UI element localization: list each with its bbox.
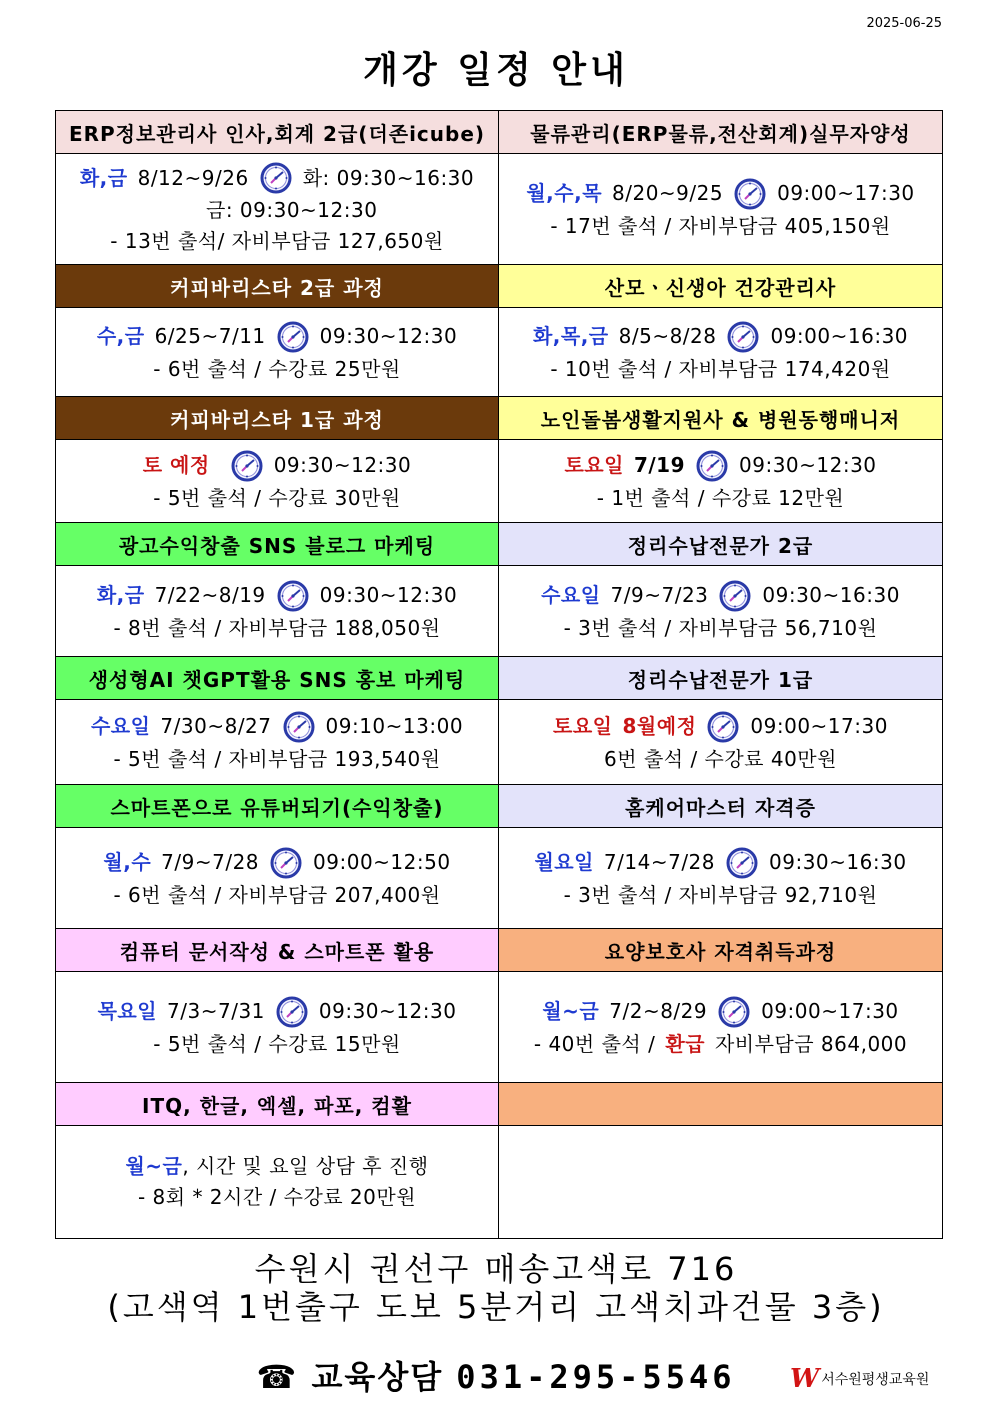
page-title: 개강 일정 안내	[363, 50, 629, 91]
course-cell	[499, 566, 942, 657]
course-days: 토 예정	[142, 453, 210, 477]
course-detail: - 8번 출석 / 자비부담금 188,050원	[113, 615, 441, 640]
course-detail: - 8회 * 2시간 / 수강료 20만원	[137, 1185, 417, 1209]
course-title: 정리수납전문가 2급	[499, 523, 942, 565]
course-details	[499, 972, 942, 1082]
course-time-secondary: 금: 09:30~12:30	[206, 198, 378, 222]
clock-icon	[717, 995, 751, 1029]
course-cell	[499, 111, 942, 154]
course-cell	[499, 785, 942, 828]
course-detail: - 6번 출석 / 수강료 25만원	[153, 356, 401, 381]
course-time: 09:30~12:30	[318, 999, 457, 1023]
course-details	[56, 1126, 498, 1238]
course-days: 토요일	[564, 453, 624, 477]
table-row	[56, 785, 942, 828]
course-time: 09:00~17:30	[777, 181, 915, 205]
course-cell	[56, 828, 499, 929]
clock-icon	[276, 579, 310, 613]
course-cell	[56, 308, 499, 397]
course-title: 컴퓨터 문서작성 & 스마트폰 활용	[56, 929, 498, 971]
course-cell	[56, 566, 499, 657]
clock-icon	[733, 177, 767, 211]
course-period: 8/12~9/26	[137, 165, 249, 190]
course-period: 8월예정	[622, 714, 697, 738]
course-cell	[499, 1083, 942, 1126]
course-cell	[499, 265, 942, 308]
clock-icon	[230, 449, 264, 483]
course-cell	[56, 929, 499, 972]
institution-logo	[790, 1364, 929, 1394]
course-days: 수요일	[90, 714, 151, 738]
address	[0, 1250, 992, 1326]
course-details	[499, 308, 942, 396]
course-time: 09:30~12:30	[273, 453, 412, 477]
clock-icon	[726, 320, 760, 354]
course-details	[499, 566, 942, 656]
course-title: 커피바리스타 1급 과정	[56, 397, 498, 439]
course-title: 커피바리스타 2급 과정	[56, 265, 498, 307]
course-days: 월,수,목	[526, 181, 603, 205]
course-period: 7/19	[633, 453, 685, 477]
course-cell	[499, 700, 942, 785]
course-days: 화,목,금	[532, 324, 609, 348]
course-days: 월~금	[125, 1154, 183, 1178]
course-detail: - 3번 출석 / 자비부담금 56,710원	[563, 615, 878, 640]
course-title: 생성형AI 챗GPT활용 SNS 홍보 마케팅	[56, 657, 498, 699]
table-row	[56, 397, 942, 440]
course-period: 6/25~7/11	[154, 324, 266, 348]
course-title: 노인돌봄생활지원사 & 병원동행매니저	[499, 397, 942, 439]
course-details	[56, 154, 498, 264]
course-days: 목요일	[97, 999, 158, 1023]
course-cell	[499, 972, 942, 1083]
course-period: 7/22~8/19	[154, 583, 266, 607]
course-cell	[56, 785, 499, 828]
course-detail: - 5번 출석 / 자비부담금 193,540원	[113, 746, 441, 771]
course-detail: - 5번 출석 / 수강료 15만원	[153, 1031, 401, 1056]
course-title: 홈케어마스터 자격증	[499, 785, 942, 827]
course-period: 7/3~7/31	[167, 999, 265, 1023]
table-row	[56, 523, 942, 566]
course-details	[499, 828, 942, 928]
course-days: 월,수	[103, 850, 152, 874]
clock-icon	[282, 710, 316, 744]
course-details	[56, 440, 498, 522]
course-period: 8/5~8/28	[618, 324, 717, 348]
contact-label: 교육상담	[311, 1358, 444, 1396]
table-row	[56, 265, 942, 308]
course-detail: - 6번 출석 / 자비부담금 207,400원	[113, 882, 441, 907]
course-time: 09:00~12:50	[313, 850, 451, 874]
course-details	[56, 972, 498, 1082]
course-cell	[56, 700, 499, 785]
clock-icon	[695, 449, 729, 483]
course-title: 산모ㆍ신생아 건강관리사	[499, 265, 942, 307]
course-cell	[499, 1126, 942, 1238]
course-detail: - 3번 출석 / 자비부담금 92,710원	[563, 882, 878, 907]
course-cell	[56, 440, 499, 523]
course-detail: - 17번 출석 / 자비부담금 405,150원	[550, 213, 891, 238]
table-row	[56, 566, 942, 657]
table-row	[56, 111, 942, 154]
table-row	[56, 700, 942, 785]
course-detail: - 40번 출석 /	[533, 1031, 656, 1056]
course-title: ITQ, 한글, 엑셀, 파포, 컴활	[56, 1083, 498, 1125]
contact-phone: 031-295-5546	[456, 1358, 736, 1396]
course-days: 월~금	[542, 999, 600, 1023]
table-row	[56, 154, 942, 265]
course-cell	[499, 929, 942, 972]
course-days: 토요일	[553, 714, 613, 738]
course-days: 화,금	[79, 165, 128, 190]
clock-icon	[725, 846, 759, 880]
course-time: 09:30~12:30	[319, 324, 458, 348]
course-period: 7/9~7/28	[161, 850, 260, 874]
course-cell	[56, 1126, 499, 1238]
course-details	[56, 828, 498, 928]
course-details	[56, 700, 498, 784]
course-cell	[56, 657, 499, 700]
course-time: 09:00~17:30	[750, 714, 888, 738]
empty-course-title	[499, 1083, 942, 1125]
course-time: 09:30~16:30	[769, 850, 907, 874]
table-row	[56, 440, 942, 523]
course-cell	[499, 523, 942, 566]
course-detail: - 1번 출석 / 수강료 12만원	[596, 485, 845, 510]
course-cell	[56, 1083, 499, 1126]
course-title: 스마트폰으로 유튜버되기(수익창출)	[56, 785, 498, 827]
course-cell	[56, 972, 499, 1083]
course-cell	[499, 397, 942, 440]
course-detail: - 13번 출석/ 자비부담금 127,650원	[110, 229, 444, 253]
course-detail: - 5번 출석 / 수강료 30만원	[153, 485, 401, 510]
course-details	[499, 440, 942, 522]
course-cell	[56, 397, 499, 440]
telephone-icon: ☎	[256, 1358, 299, 1396]
course-cell	[499, 154, 942, 265]
course-details	[56, 308, 498, 396]
table-row	[56, 308, 942, 397]
course-days: 수요일	[541, 583, 601, 607]
course-cell	[56, 523, 499, 566]
clock-icon	[718, 579, 752, 613]
course-time: 09:00~16:30	[770, 324, 909, 348]
clock-icon	[275, 995, 309, 1029]
clock-icon	[259, 161, 293, 195]
clock-icon	[706, 710, 740, 744]
course-details	[499, 700, 942, 784]
empty-course-details	[499, 1126, 942, 1238]
clock-icon	[276, 320, 310, 354]
course-time: 09:30~16:30	[762, 583, 900, 607]
course-detail: - 10번 출석 / 자비부담금 174,420원	[550, 356, 891, 381]
table-row	[56, 1126, 942, 1238]
address-line: 수원시 권선구 매송고색로 716	[254, 1250, 738, 1288]
course-time: 09:30~12:30	[739, 453, 877, 477]
table-row	[56, 828, 942, 929]
course-cell	[499, 828, 942, 929]
course-title: 정리수납전문가 1급	[499, 657, 942, 699]
course-period: 8/20~9/25	[612, 181, 724, 205]
logo-text: 서수원평생교육원	[821, 1372, 930, 1388]
course-days: 월요일	[534, 850, 594, 874]
course-period: , 시간 및 요일 상담 후 진행	[182, 1154, 429, 1178]
course-time: 09:30~12:30	[319, 583, 458, 607]
table-row	[56, 657, 942, 700]
course-title: 물류관리(ERP물류,전산회계)실무자양성	[499, 111, 942, 153]
course-time: 화: 09:30~16:30	[302, 165, 475, 190]
table-row	[56, 1083, 942, 1126]
course-cell	[56, 265, 499, 308]
course-period: 7/2~8/29	[609, 999, 708, 1023]
course-title: 광고수익창출 SNS 블로그 마케팅	[56, 523, 498, 565]
course-cell	[56, 111, 499, 154]
schedule-table	[55, 110, 943, 1239]
course-cell	[56, 154, 499, 265]
course-period: 7/9~7/23	[610, 583, 709, 607]
course-title: 요양보호사 자격취득과정	[499, 929, 942, 971]
table-row	[56, 929, 942, 972]
logo-mark-icon: W	[790, 1364, 820, 1394]
course-title: ERP정보관리사 인사,회계 2급(더존icube)	[56, 111, 498, 153]
course-days: 화,금	[96, 583, 145, 607]
document-date: 2025-06-25	[866, 16, 942, 31]
refund-label: 환급	[665, 1031, 705, 1056]
course-time: 09:10~13:00	[325, 714, 464, 738]
course-period: 7/14~7/28	[603, 850, 716, 874]
table-row	[56, 972, 942, 1083]
course-time: 09:00~17:30	[761, 999, 899, 1023]
course-cell	[499, 308, 942, 397]
course-cell	[499, 440, 942, 523]
course-period: 7/30~8/27	[160, 714, 272, 738]
address-line: (고색역 1번출구 도보 5분거리 고색치과건물 3층)	[107, 1288, 885, 1326]
course-cell	[499, 657, 942, 700]
course-days: 수,금	[96, 324, 145, 348]
course-detail: 자비부담금 864,000	[714, 1031, 908, 1056]
course-details	[499, 154, 942, 264]
clock-icon	[269, 846, 303, 880]
course-detail: 6번 출석 / 수강료 40만원	[604, 746, 837, 771]
course-details	[56, 566, 498, 656]
